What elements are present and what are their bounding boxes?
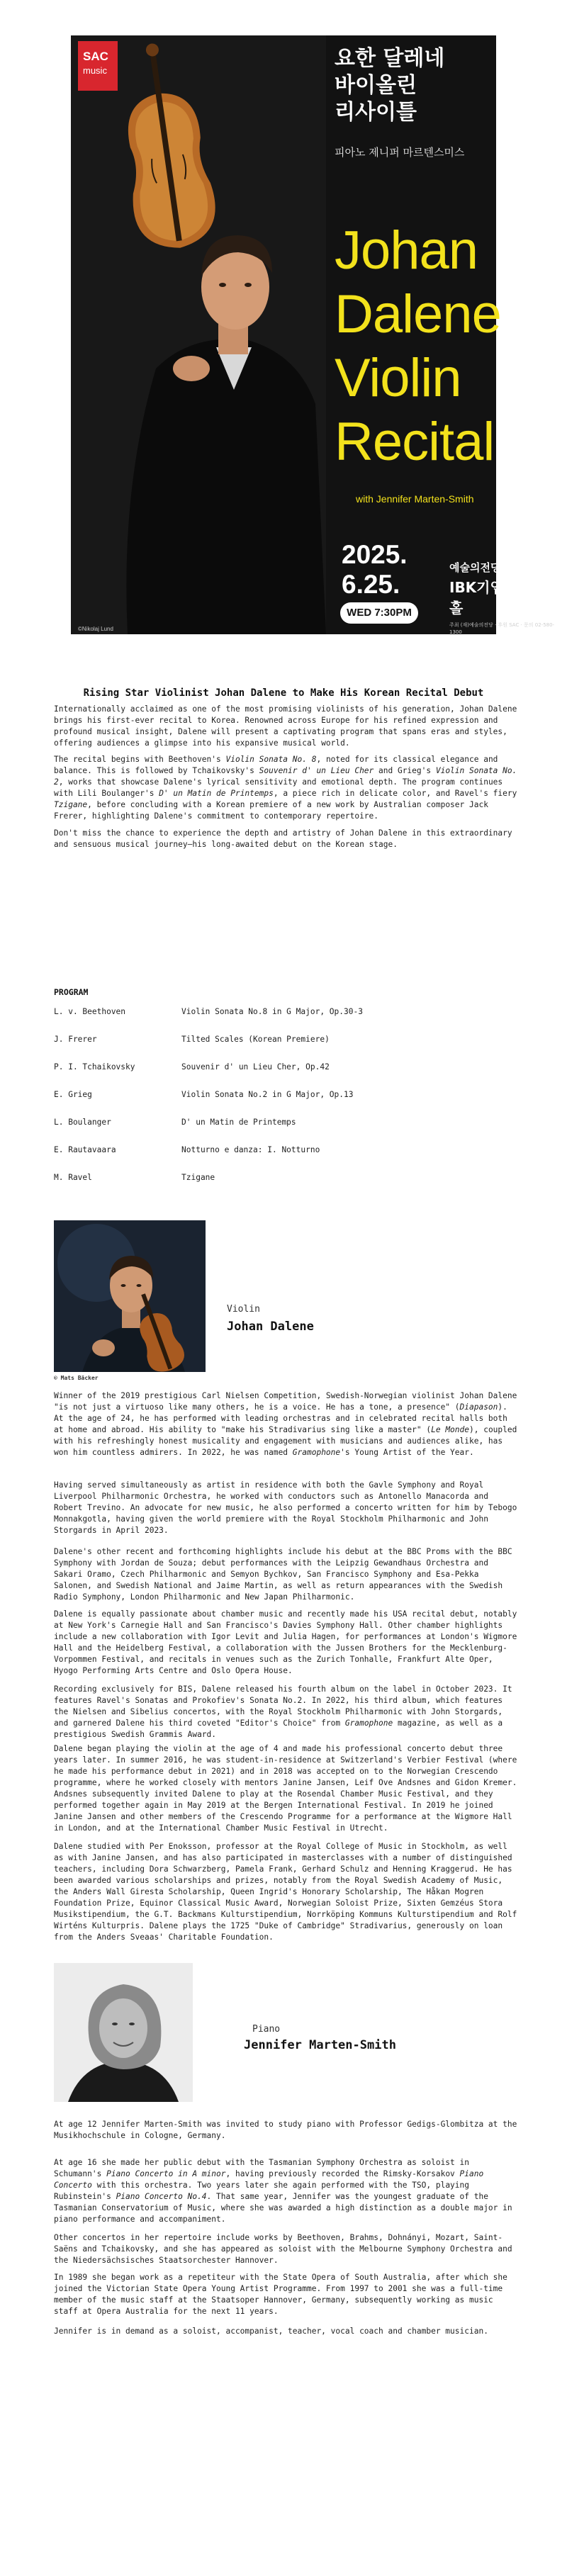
program-work: Violin Sonata No.8 in G Major, Op.30-3 [181,1007,363,1016]
program-work: Tilted Scales (Korean Premiere) [181,1035,330,1044]
venue-name: 예술의전당 [449,561,501,574]
article-paragraph: Don't miss the chance to experience the depth and artistry of Johan Dalene in this extraordinary and sensuous musical journey—his long-awaited debut on the Korean stage. [54,828,512,849]
violinist-photo-credit: © Mats Bäcker [54,1375,99,1381]
violinist-bio-paragraph [54,1390,518,1458]
violinist-name: Johan Dalene [227,1320,314,1334]
jennifer-marten-smith-photo [54,1963,193,2102]
concert-time: WED 7:30PM [340,602,418,624]
program-item [54,1062,518,1073]
program-composer: L. v. Beethoven [54,1007,126,1016]
work-title: Piano Concerto in A minor [106,2169,226,2178]
violinist-photo [71,35,326,634]
venue [449,560,563,636]
pianist-role: Piano [252,2024,281,2035]
violinist-bio-paragraph: Dalene is equally passionate about chamber music and recently made his USA recital debut, notably at New York's Carnegie Hall and San Francisco's Davies Symphony Hall. Other chamber highlights include a new collaboration with Igor Levit and Julia Hagen, for performances at London's Wigmore Hall and the Heidelberg Festival, a collaboration with the Jussen Brothers for the Mecklenburg-Vorpommen Festival, and recitals in venues such as the Zurich Tonhalle, Frankfurt Alte Oper, Hyogo Performing Arts Centre and Oslo Opera House. [54,1609,517,1675]
recital-poster [71,35,559,635]
violinist-bio-paragraph: Dalene studied with Per Enoksson, professor at the Royal College of Music in Stockholm, as well as with Janine Jansen, and has also participated in masterclasses with a number of distinguished teachers, including Dora Schwarzberg, Pamela Frank, Gerhard Schulz and Henning Kraggerud. He has been awarded various scholarships and prizes, notably from the Royal Swedish Academy of Music, the Anders Wall Giresta Scholarship, Queen Ingrid's Honorary Scholarship, The Håkan Mogren Foundation Prize, Equinor Classical Music Award, Norwegian Soloist Prize, Sixten Gemzéus Stora Musikstipendium, the G.T. Backmans Kulturstipendium, Norrköping Kommuns Kulturstipendium and Rolf Wirténs Kulturpris. Dalene plays the 1725 "Duke of Cambridge" Stradivarius, generously on loan from the Anders Sveaas' Charitable Foundation. [54,1842,517,1942]
text-span: , noted for its classical elegance and balance. This is followed by Tchaikovsky's [54,755,498,775]
text-span: ), coupled with his refreshingly honest musicality and engagement with musicians and audiences alike, has won him countless admirers. In 2022, he was named [54,1425,517,1457]
title-line: Dalene [335,284,501,344]
violinist-bio-paragraph: Having served simultaneously as artist in residence with both the Gavle Symphony and Royal Liverpool Philharmonic Orchestra, he worked with conductors such as Antonello Manacorda and Robert Trevino. An advocate for new music, he also performed a concerto written for him by Tebogo Monnakgotla, having given the world premiere with the Royal Stockholm Philharmonic and John Storgards in April 2023. [54,1480,517,1535]
text-span: The recital begins with Beethoven's [54,755,226,764]
program-item [54,1172,518,1183]
publication-title: Diapason [459,1402,498,1412]
logo-line1: SAC [83,50,108,63]
pianist-name: Jennifer Marten-Smith [244,2038,396,2052]
program-composer: E. Grieg [54,1090,92,1099]
work-title: Piano Concerto [54,2169,484,2190]
text-span: ). At the age of 24, he has performed with leading orchestras and in celebrated recital halls both at home and abroad. His ability to "make his Stradivarius sing like a master" ( [54,1402,507,1434]
program-composer: J. Frerer [54,1035,97,1044]
work-title: Piano Concerto No.4 [116,2192,207,2201]
pianist-bio-paragraph: Jennifer is in demand as a soloist, accompanist, teacher, vocal coach and chamber musician. [54,2327,488,2336]
program-item [54,1089,518,1101]
program-work: Souvenir d' un Lieu Cher, Op.42 [181,1062,330,1072]
program-item [54,1144,518,1156]
with-pianist: with Jennifer Marten-Smith [356,493,474,505]
program-item [54,1117,518,1128]
violinist-bio-paragraph [54,1684,518,1740]
date-year: 2025. [342,540,408,569]
text-span: . That same year, Jennifer was the youngest graduate of the Tasmanian Conservatorium of Music, where she was awarded a high distinction as a double major in piano performance and accompaniment. [54,2192,512,2224]
program-composer: P. I. Tchaikovsky [54,1062,135,1072]
pianist-bio-paragraph [54,2157,518,2225]
text-span: Winner of the 2019 prestigious Carl Nielsen Competition, Swedish-Norwegian violinist Johan Dalene "is not just a virtuoso like many others, he is a voice. He has a tone, a presence" ( [54,1391,517,1412]
work-title: D' un Matin de Printemps [159,789,274,798]
text-span: , a piece rich in delicate color, and Ravel's fiery [273,789,517,798]
text-span: magazine, as well as a prestigious Swedish Grammis Award. [54,1719,503,1739]
title-line: Violin [335,348,461,408]
concert-date [342,540,408,600]
korean-title-line: 바이올린 [335,73,417,98]
logo-line2: music [83,65,107,76]
program-heading: PROGRAM [54,987,89,997]
text-span: 's Young Artist of the Year. [340,1448,474,1457]
program-composer: M. Ravel [54,1173,92,1182]
program-work: Violin Sonata No.2 in G Major, Op.13 [181,1090,354,1099]
program-composer: L. Boulanger [54,1118,111,1127]
text-span: At age 16 she made her public debut with the Tasmanian Symphony Orchestra as soloist in Schumann's [54,2158,469,2178]
text-span: and Grieg's [374,766,436,775]
program-item [54,1006,518,1018]
pianist-bio-paragraph: In 1989 she began work as a repetiteur with the State Opera of South Australia, after which she joined the Victorian State Opera Young Artist Programme. From 1997 to 2001 she was a full-time member of the music staff at the Staatsoper Hannover, Germany, subsequently working as music staff at Opera Australia for the next 11 years. [54,2273,507,2316]
pianist-bio-paragraph: At age 12 Jennifer Marten-Smith was invited to study piano with Professor Gedigs-Glombitza at the Musikhochschule in Cologne, Germany. [54,2120,517,2140]
text-span: , having previously recorded the Rimsky-Korsakov [225,2169,460,2178]
violinist-role: Violin [227,1304,260,1315]
text-span: Recording exclusively for BIS, Dalene released his fourth album on the label in October 2023. It features Ravel's Sonatas and Prokofiev's Sonata No.2. In 2022, his third album, which features the Nielsen and Sibelius concertos, with the Royal Stockholm Philharmonic with John Storgards, and garnered Dalene his third coveted "Editor's Choice" from [54,1684,512,1728]
work-title: Tzigane [54,800,88,809]
korean-subtitle: 피아노 제니퍼 마르텐스미스 [335,146,465,159]
text-span: , works that showcase Dalene's lyrical sensitivity and emotional depth. The program continues with Lili Boulanger's [54,777,503,798]
korean-title-line: 리사이틀 [335,100,417,125]
article-heading: Rising Star Violinist Johan Dalene to Make His Korean Recital Debut [83,687,484,699]
text-span: , before concluding with a Korean premiere of a new work by Australian composer Jack Frerer, highlighting Dalene's commitment to contemporary repertoire. [54,800,488,821]
violinist-bio-paragraph: Dalene's other recent and forthcoming highlights include his debut at the BBC Proms with the BBC Symphony with Jordan de Souza; debut performances with the Leipzig Gewandhaus Orchestra and Sakari Oramo, Czech Philharmonic and Semyon Bychkov, San Francisco Symphony and Esa-Pekka Salonen, and Swedish National and Jaime Martin, as well as return appearances with the Swedish Radio Symphony, London Philharmonic and New Japan Philharmonic. [54,1547,512,1602]
korean-title [335,45,490,126]
article-paragraph [54,754,518,822]
publication-title: Gramophone [292,1448,341,1457]
venue-details: 주최 (재)예술의전당 · 후원 SAC · 문의 02-580-1300 [449,622,555,635]
violinist-bio-paragraph: Dalene began playing the violin at the age of 4 and made his professional concerto debut three years later. In summer 2016, he was student-in-residence at Switzerland's Verbier Festival (where he made his performance debut in 2021) and in 2018 was accepted on to the Norwegian Crescendo programme, where he worked closely with mentors Janine Jansen, Leif Ove Andsnes and Gidon Kremer. Andsnes subsequently invited Dalene to play at the Rosendal Chamber Music Festival, and they performed together again in May 2019 at the Bergen International Festival. In 2019 he joined Janine Jansen and other members of the Crescendo Programme for a performance at the Wigmore Hall in London, and at the International Chamber Music Festival in Utrecht. [54,1744,517,1833]
sac-music-logo [78,41,118,91]
text-span: with this orchestra. Two years later she again performed with the TSO, playing Rubinstein's [54,2181,469,2201]
publication-title: Le Monde [431,1425,469,1434]
johan-dalene-photo [54,1220,206,1372]
publication-title: Gramophone [344,1719,393,1728]
work-title: Violin Sonata No. 8 [225,755,317,764]
work-title: Souvenir d' un Lieu Cher [259,766,374,775]
work-title: Violin Sonata No. 2 [54,766,517,787]
program-work: Notturno e danza: I. Notturno [181,1145,320,1154]
program-item [54,1034,518,1045]
date-day: 6.25. [342,570,400,599]
korean-title-line: 요한 달레네 [335,46,445,71]
article-paragraph: Internationally acclaimed as one of the most promising violinists of his generation, Johan Dalene brings his first-ever recital to Korea. Renowned across Europe for his refined expression and profound musical insight, Dalene will present a captivating program that spans eras and styles, offering audiences a glimpse into his expansive musical world. [54,704,517,748]
program-work: D' un Matin de Printemps [181,1118,296,1127]
pianist-bio-paragraph: Other concertos in her repertoire include works by Beethoven, Brahms, Dohnányi, Mozart, Saint-Saëns and Tchaikovsky, and she has appeared as soloist with the Melbourne Symphony Orchestra and the Niedersächsisches Staatsorchester Hannover. [54,2233,512,2265]
poster-photo-credit: ©Nikolaj Lund [78,626,113,632]
program-composer: E. Rautavaara [54,1145,116,1154]
program-work: Tzigane [181,1173,215,1182]
title-line: Recital [335,412,495,472]
venue-hall: IBK기업은행챔버홀 [449,579,559,617]
title-line: Johan [335,220,478,281]
